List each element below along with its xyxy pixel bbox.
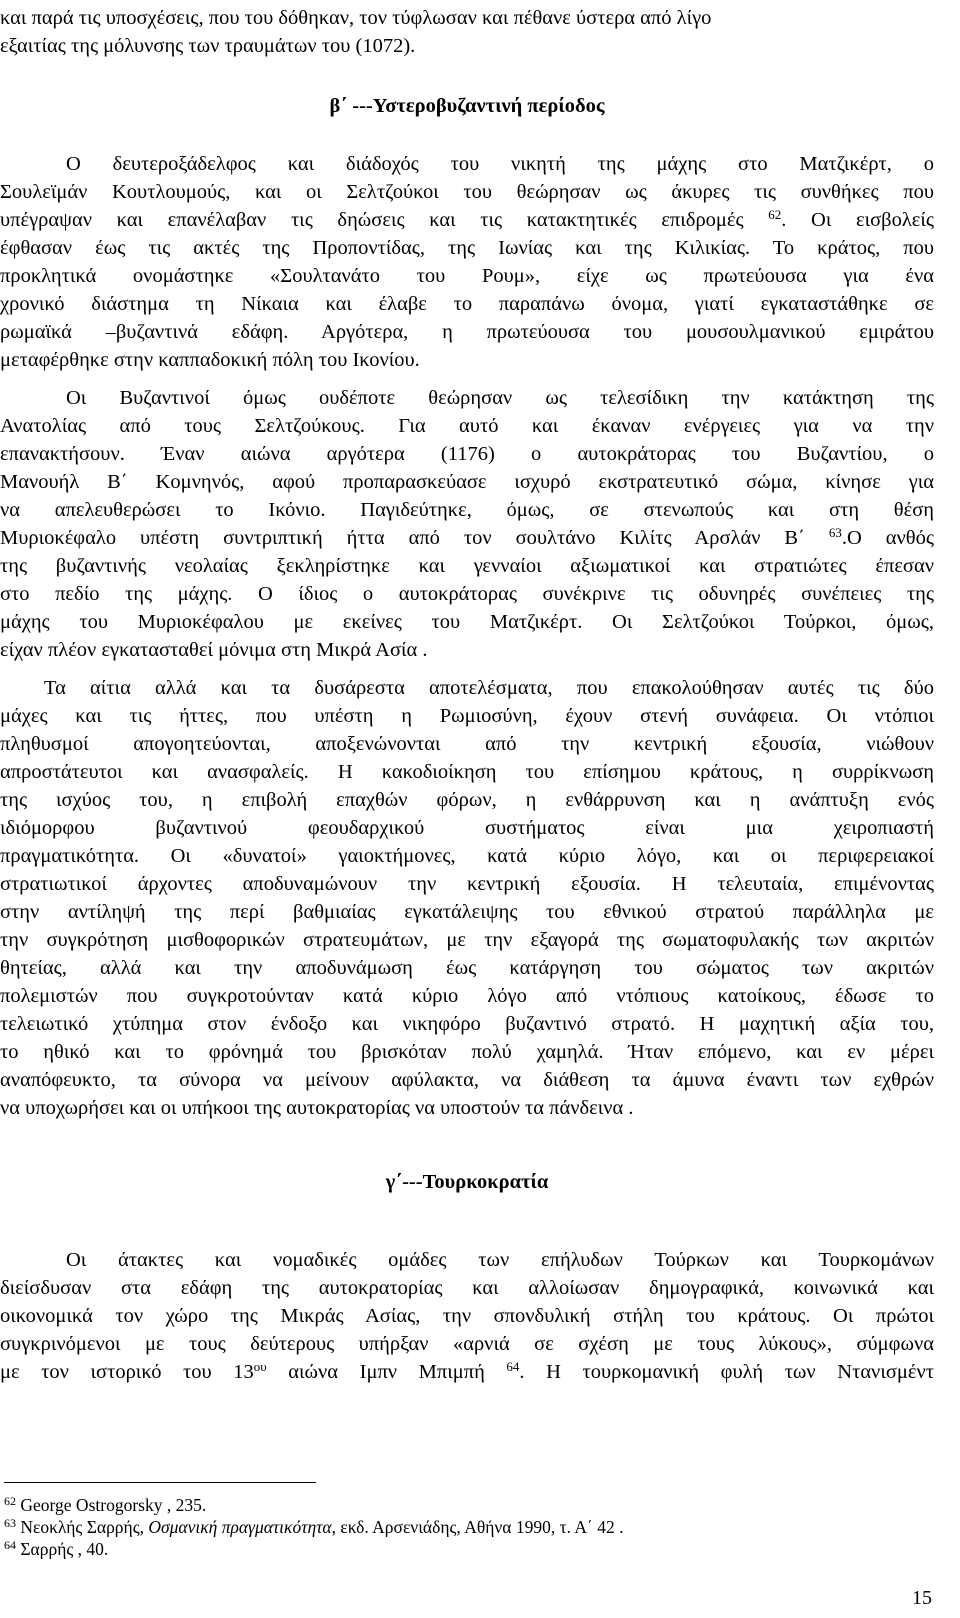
text-line: τελειωτικό χτύπημα στον ένδοξο και νικηφόρο βυζαντινό στρατό. Η μαχητική αξία του, (0, 1013, 934, 1035)
text-line: της βυζαντινής νεολαίας ξεκληρίστηκε και γενναίοι αξιωματικοί και στρατιώτες έπεσαν (0, 555, 934, 577)
text-line: και παρά τις υποσχέσεις, που του δόθηκαν, τον τύφλωσαν και πέθανε ύστερα από λίγο (0, 7, 712, 29)
text-line: Τα αίτια αλλά και τα δυσάρεστα αποτελέσματα, που επακολούθησαν αυτές τις δύο (44, 677, 934, 699)
section-heading: β΄ ---Υστεροβυζαντινή περίοδος (329, 95, 605, 117)
text-line: χρονικό διάστημα τη Νίκαια και έλαβε το παραπάνω όνομα, γιατί εγκαταστάθηκε σε (0, 293, 934, 315)
text-line: μεταφέρθηκε στην καππαδοκική πόλη του Ικονίου. (0, 349, 420, 371)
page-number: 15 (912, 1587, 932, 1609)
text-line: στο πεδίο της μάχης. Ο ίδιος ο αυτοκράτορας συνέκρινε τις οδυνηρές συνέπειες της (0, 583, 934, 605)
text-line: πραγματικότητα. Οι «δυνατοί» γαιοκτήμονες, κατά κύριο λόγο, και οι περιφερειακοί (0, 845, 934, 867)
text-line: στην αντίληψή της περί βαθμιαίας εγκατάλειψης του εθνικού στρατού παράλληλα με (0, 901, 934, 923)
text-line: να απελευθερώσει το Ικόνιο. Παγιδεύτηκε, όμως, σε στενωπούς και στη θέση (0, 499, 934, 521)
text-line: πολεμιστών που συγκροτούνταν κατά κύριο λόγο από ντόπιους κατοίκους, έδωσε το (0, 985, 934, 1007)
text-line: Ο δευτεροξάδελφος και διάδοχός του νικητή της μάχης στο Ματζικέρτ, ο (66, 153, 934, 175)
text-line: οικονομικά τον χώρο της Μικράς Ασίας, την σπονδυλική στήλη του κράτους. Οι πρώτοι (0, 1305, 934, 1327)
footnote: $^{64}$ Σαρρής , 40. (4, 1538, 109, 1559)
text-line: εξαιτίας της μόλυνσης των τραυμάτων του (1072). (0, 35, 416, 57)
superscript: ου (253, 1359, 267, 1374)
text-line: έφθασαν έως τις ακτές της Προποντίδας, της Ιωνίας και της Κιλικίας. Το κράτος, που (0, 237, 934, 259)
footnote: $^{62}$ George Ostrogorsky , 235. (4, 1494, 207, 1515)
text-line: διείσδυσαν στα εδάφη της αυτοκρατορίας και αλλοίωσαν δημογραφικά, κοινωνικά και (0, 1277, 934, 1299)
text-line: στρατιωτικοί άρχοντες αποδυναμώνουν την κεντρική εξουσία. Η τελευταία, επιμένοντας (0, 873, 934, 895)
text-line: Μανουήλ Β΄ Κομνηνός, αφού προπαρασκεύασε ισχυρό εκστρατευτικό σώμα, κίνησε για (0, 471, 934, 493)
footnote-ref: 62 (768, 207, 782, 222)
text-line: Οι άτακτες και νομαδικές ομάδες των επήλυδων Τούρκων και Τουρκομάνων (66, 1249, 934, 1271)
text-line: την συγκρότηση μισθοφορικών στρατευμάτων, με την εξαγορά της σωματοφυλακής των ακριτών (0, 929, 934, 951)
text-line: επανακτήσουν. Έναν αιώνα αργότερα (1176) ο αυτοκράτορας του Βυζαντίου, ο (0, 443, 934, 465)
text-line: Σουλεϊμάν Κουτλουμούς, και οι Σελτζούκοι του θεώρησαν ως άκυρες τις συνθήκες που (0, 181, 934, 203)
text-line: Μυριοκέφαλο υπέστη συντριπτική ήττα από τον σουλτάνο Κιλίτς Αρσλάν Β΄ $^{63}$.Ο ανθός (0, 525, 934, 549)
text-line: Ανατολίας από τους Σελτζούκους. Για αυτό και έκαναν ενέργειες για να την (0, 415, 934, 437)
text-line: είχαν πλέον εγκατασταθεί μόνιμα στη Μικρά Ασία . (0, 639, 428, 661)
text-line: Οι Βυζαντινοί όμως ουδέποτε θεώρησαν ως τελεσίδικη την κατάκτηση της (66, 387, 934, 409)
text-line: ιδιόμορφου βυζαντινού φεουδαρχικού συστήματος είναι μια χειροπιαστή (0, 817, 934, 839)
text-line: να υποχωρήσει και οι υπήκοοι της αυτοκρατορίας να υποστούν τα πάνδεινα . (0, 1097, 634, 1119)
text-line: της ισχύος του, η επιβολή επαχθών φόρων, η ενθάρρυνση και η ανάπτυξη ενός (0, 789, 934, 811)
text-line: ρωμαϊκά –βυζαντινά εδάφη. Αργότερα, η πρωτεύουσα του μουσουλμανικού εμιράτου (0, 321, 934, 343)
text-line: θητείας, αλλά και την αποδυνάμωση έως κατάργηση του σώματος των ακριτών (0, 957, 934, 979)
footnote: $^{63}$ Νεοκλής Σαρρής, Οσμανική πραγματικότητα, εκδ. Αρσενιάδης, Αθήνα 1990, τ. Α΄ 42 . (4, 1516, 624, 1537)
text-line: απροστάτευτοι και ανασφαλείς. Η κακοδιοίκηση του επίσημου κράτους, η συρρίκνωση (0, 761, 934, 783)
footnote-ref: 63 (828, 525, 842, 540)
text-line: αναπόφευκτο, τα σύνορα να μείνουν αφύλακτα, να διάθεση τα άμυνα έναντι των εχθρών (0, 1069, 934, 1091)
text-line: υπέγραψαν και επανέλαβαν τις δηώσεις και τις κατακτητικές επιδρομές $^{62}$. Οι εισβολείς (0, 207, 935, 231)
text-line: το ηθικό και το φρόνημά του βρισκόταν πολύ χαμηλά. Ήταν επόμενο, και εν μέρει (0, 1041, 934, 1063)
footnote-separator (4, 1482, 316, 1483)
text-line: πληθυσμοί απογοητεύονται, αποξενώνονται από την κεντρική εξουσία, νιώθουν (0, 733, 934, 755)
text-line: προκλητικά ονομάστηκε «Σουλτανάτο του Ρουμ», είχε ως πρωτεύουσα για ένα (0, 265, 934, 287)
section-heading: γ΄---Τουρκοκρατία (385, 1171, 549, 1193)
footnote-ref: 64 (506, 1359, 520, 1374)
text-line: συγκρινόμενοι με τους δεύτερους υπήρξαν «αρνιά σε σχέση με τους λύκους», σύμφωνα (0, 1333, 934, 1355)
text-line: μάχες και τις ήττες, που υπέστη η Ρωμιοσύνη, έχουν στενή συνάφεια. Οι ντόπιοι (0, 705, 934, 727)
text-line: με τον ιστορικό του $13^{o\upsilon}$ αιώνα Ιμπν Μπιμπή $^{64}$. Η τουρκομανική φυλή των Ντανισμέντ (0, 1359, 935, 1383)
text-line: μάχης του Μυριοκέφαλου με εκείνες του Ματζικέρτ. Οι Σελτζούκοι Τούρκοι, όμως, (0, 611, 934, 633)
